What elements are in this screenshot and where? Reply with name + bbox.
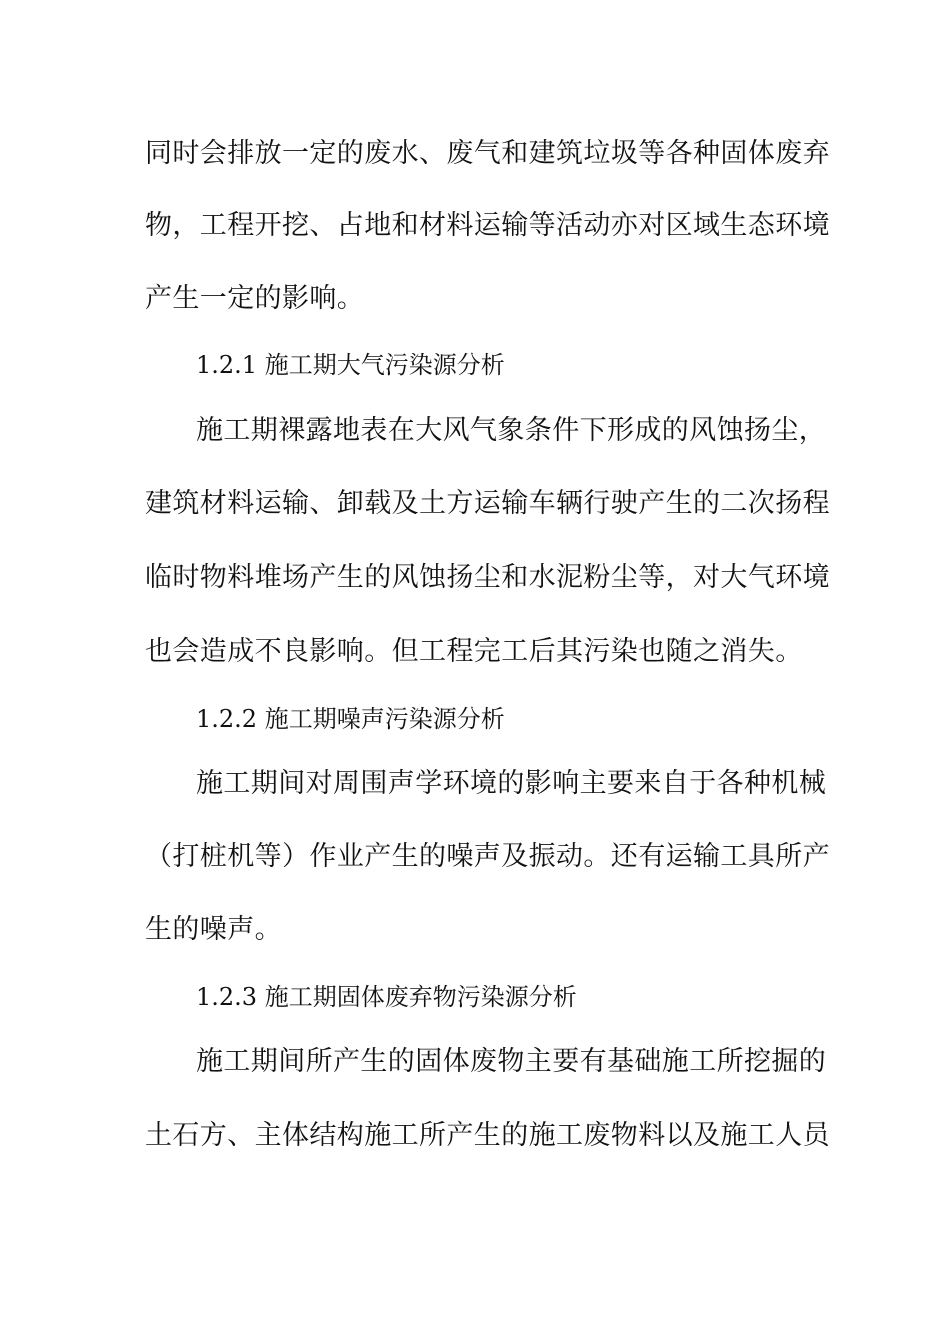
paragraph-line: 建筑材料运输、卸载及土方运输车辆行驶产生的二次扬程 — [145, 488, 830, 519]
paragraph-line: 生的噪声。 — [145, 914, 282, 945]
paragraph-line: 施工期间所产生的固体废物主要有基础施工所挖掘的 — [196, 1046, 827, 1077]
paragraph-line: （打桩机等）作业产生的噪声及振动。还有运输工具所产 — [145, 841, 830, 872]
paragraph-line: 土石方、主体结构施工所产生的施工废物料以及施工人员 — [145, 1120, 830, 1151]
paragraph-line: 产生一定的影响。 — [145, 283, 365, 314]
paragraph-line: 同时会排放一定的废水、废气和建筑垃圾等各种固体废弃 — [145, 138, 830, 169]
paragraph-line: 施工期裸露地表在大风气象条件下形成的风蚀扬尘， — [196, 415, 827, 446]
section-heading-1-2-3: 1.2.3 施工期固体废弃物污染源分析 — [196, 983, 577, 1011]
section-heading-1-2-2: 1.2.2 施工期噪声污染源分析 — [196, 705, 505, 733]
paragraph-line: 物，工程开挖、占地和材料运输等活动亦对区域生态环境 — [145, 210, 830, 241]
paragraph-line: 施工期间对周围声学环境的影响主要来自于各种机械 — [196, 768, 827, 799]
paragraph-line: 临时物料堆场产生的风蚀扬尘和水泥粉尘等，对大气环境 — [145, 562, 830, 593]
paragraph-line: 也会造成不良影响。但工程完工后其污染也随之消失。 — [145, 636, 803, 667]
section-heading-1-2-1: 1.2.1 施工期大气污染源分析 — [196, 351, 505, 379]
